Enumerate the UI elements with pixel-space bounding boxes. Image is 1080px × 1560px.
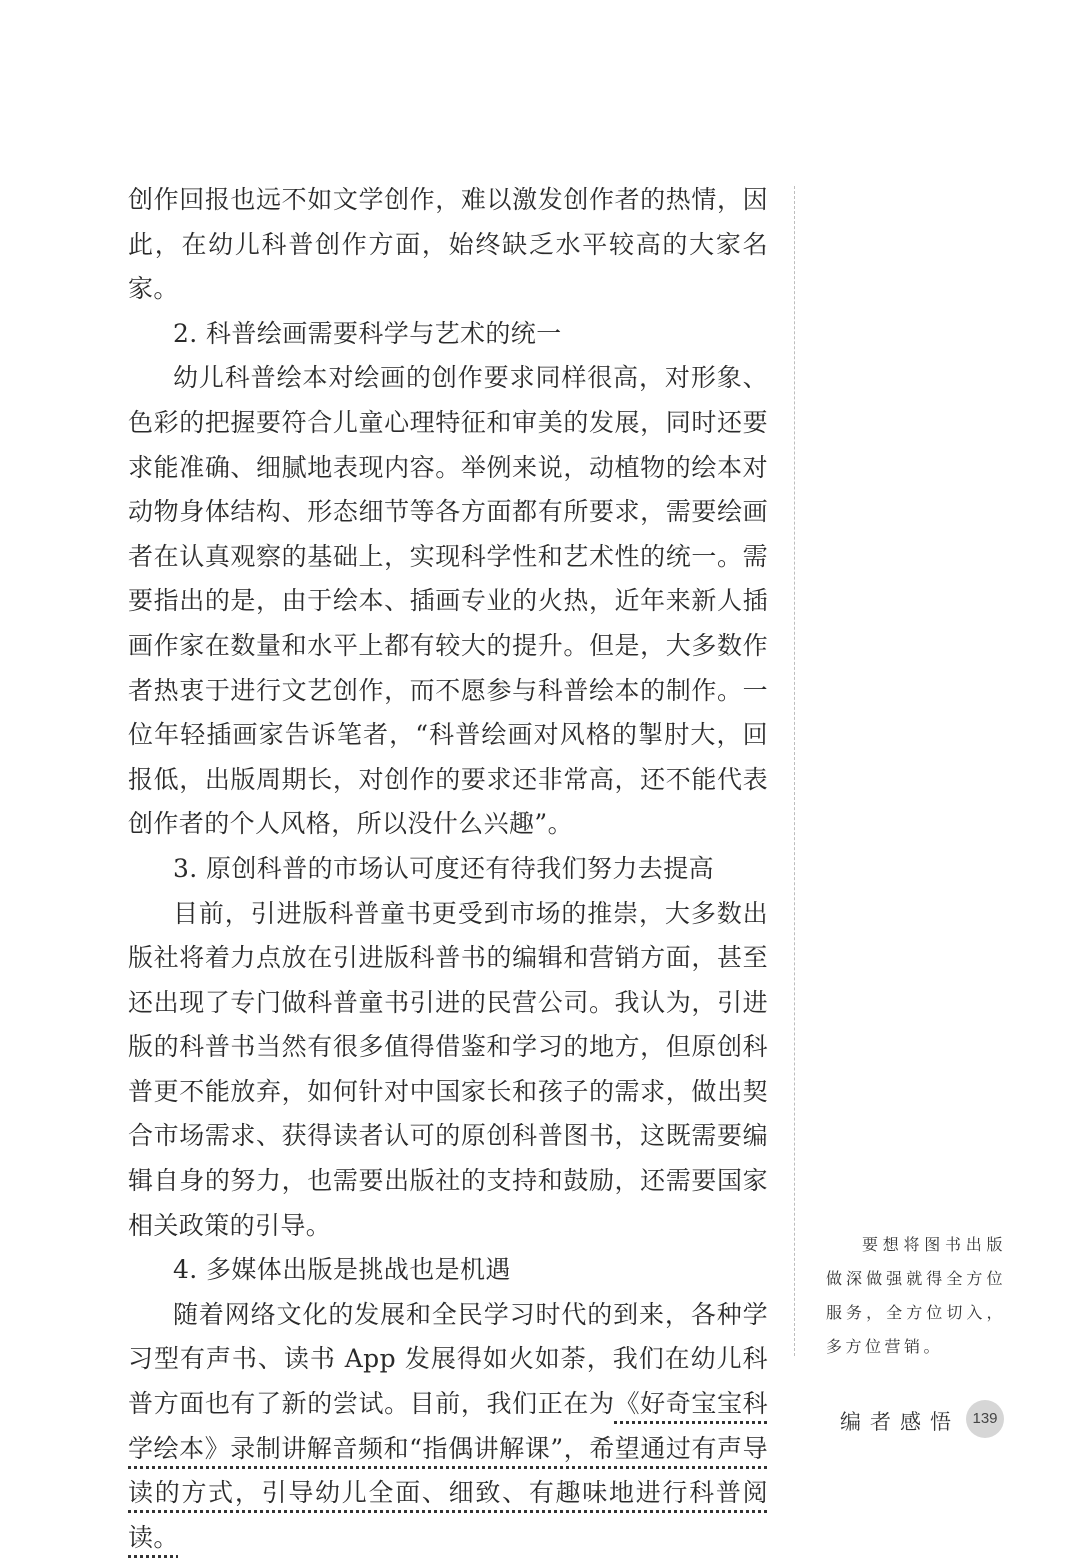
section-heading-4: 4. 多媒体出版是挑战也是机遇 — [173, 1255, 511, 1285]
footer-section-label: 编者感悟 — [840, 1410, 960, 1434]
section-heading-2: 2. 科普绘画需要科学与艺术的统一 — [173, 318, 562, 348]
paragraph-2: 幼儿科普绘本对绘画的创作要求同样很高，对形象、色彩的把握要符合儿童心理特征和审美的发展，同时还要求能准确、细腻地表现内容。举例来说，动植物的绘本对动物身体结构、形态细节等各方面都有所要求，需要绘画者在认真观察的基础上，实现科学性和艺术性的统一。需要指出的是，由于绘本、插画专业的火热，近年来新人插画作家在数量和水平上都有较大的提升。但是，大多数作者热衷于进行文艺创作，而不愿参与科普绘本的制作。一位年轻插画家告诉笔者，“科普绘画对风格的掣肘大，回报低，出版周期长，对创作的要求还非常高，还不能代表创作者的个人风格，所以没什么兴趣”。 — [128, 363, 768, 839]
paragraph-3: 目前，引进版科普童书更受到市场的推崇，大多数出版社将着力点放在引进版科普书的编辑和营销方面，甚至还出现了专门做科普童书引进的民营公司。我认为，引进版的科普书当然有很多值得借鉴和学习的地方，但原创科普更不能放弃，如何针对中国家长和孩子的需求，做出契合市场需求、获得读者认可的原创科普图书，这既需要编辑自身的努力，也需要出版社的支持和鼓励，还需要国家相关政策的引导。 — [128, 898, 768, 1240]
paragraph-1: 创作回报也远不如文学创作，难以激发创作者的热情，因此，在幼儿科普创作方面，始终缺乏水平较高的大家名家。 — [128, 185, 768, 304]
paragraph-4-text: 随着网络文化的发展和全民学习时代的到来，各种学习型有声书、读书 App 发展得如火如荼，我们在幼儿科普方面也有了新的尝试。目前，我们正在为 — [128, 1299, 768, 1419]
paragraph-4 — [128, 1293, 768, 1560]
page-number-badge: 139 — [966, 1400, 1004, 1438]
section-heading-3: 3. 原创科普的市场认可度还有待我们努力去提高 — [173, 853, 715, 883]
margin-divider — [794, 186, 795, 1356]
main-text-column — [128, 178, 768, 1560]
side-note: 要想将图书出版做深做强就得全方位服务，全方位切入，多方位营销。 — [826, 1235, 1006, 1356]
paragraph-4-emphasis: 《好奇宝宝科学绘本》录制讲解音频和“指偶讲解课”，希望通过有声导读的方式，引导幼儿全面、细致、有趣味地进行科普阅读。 — [128, 1389, 769, 1552]
